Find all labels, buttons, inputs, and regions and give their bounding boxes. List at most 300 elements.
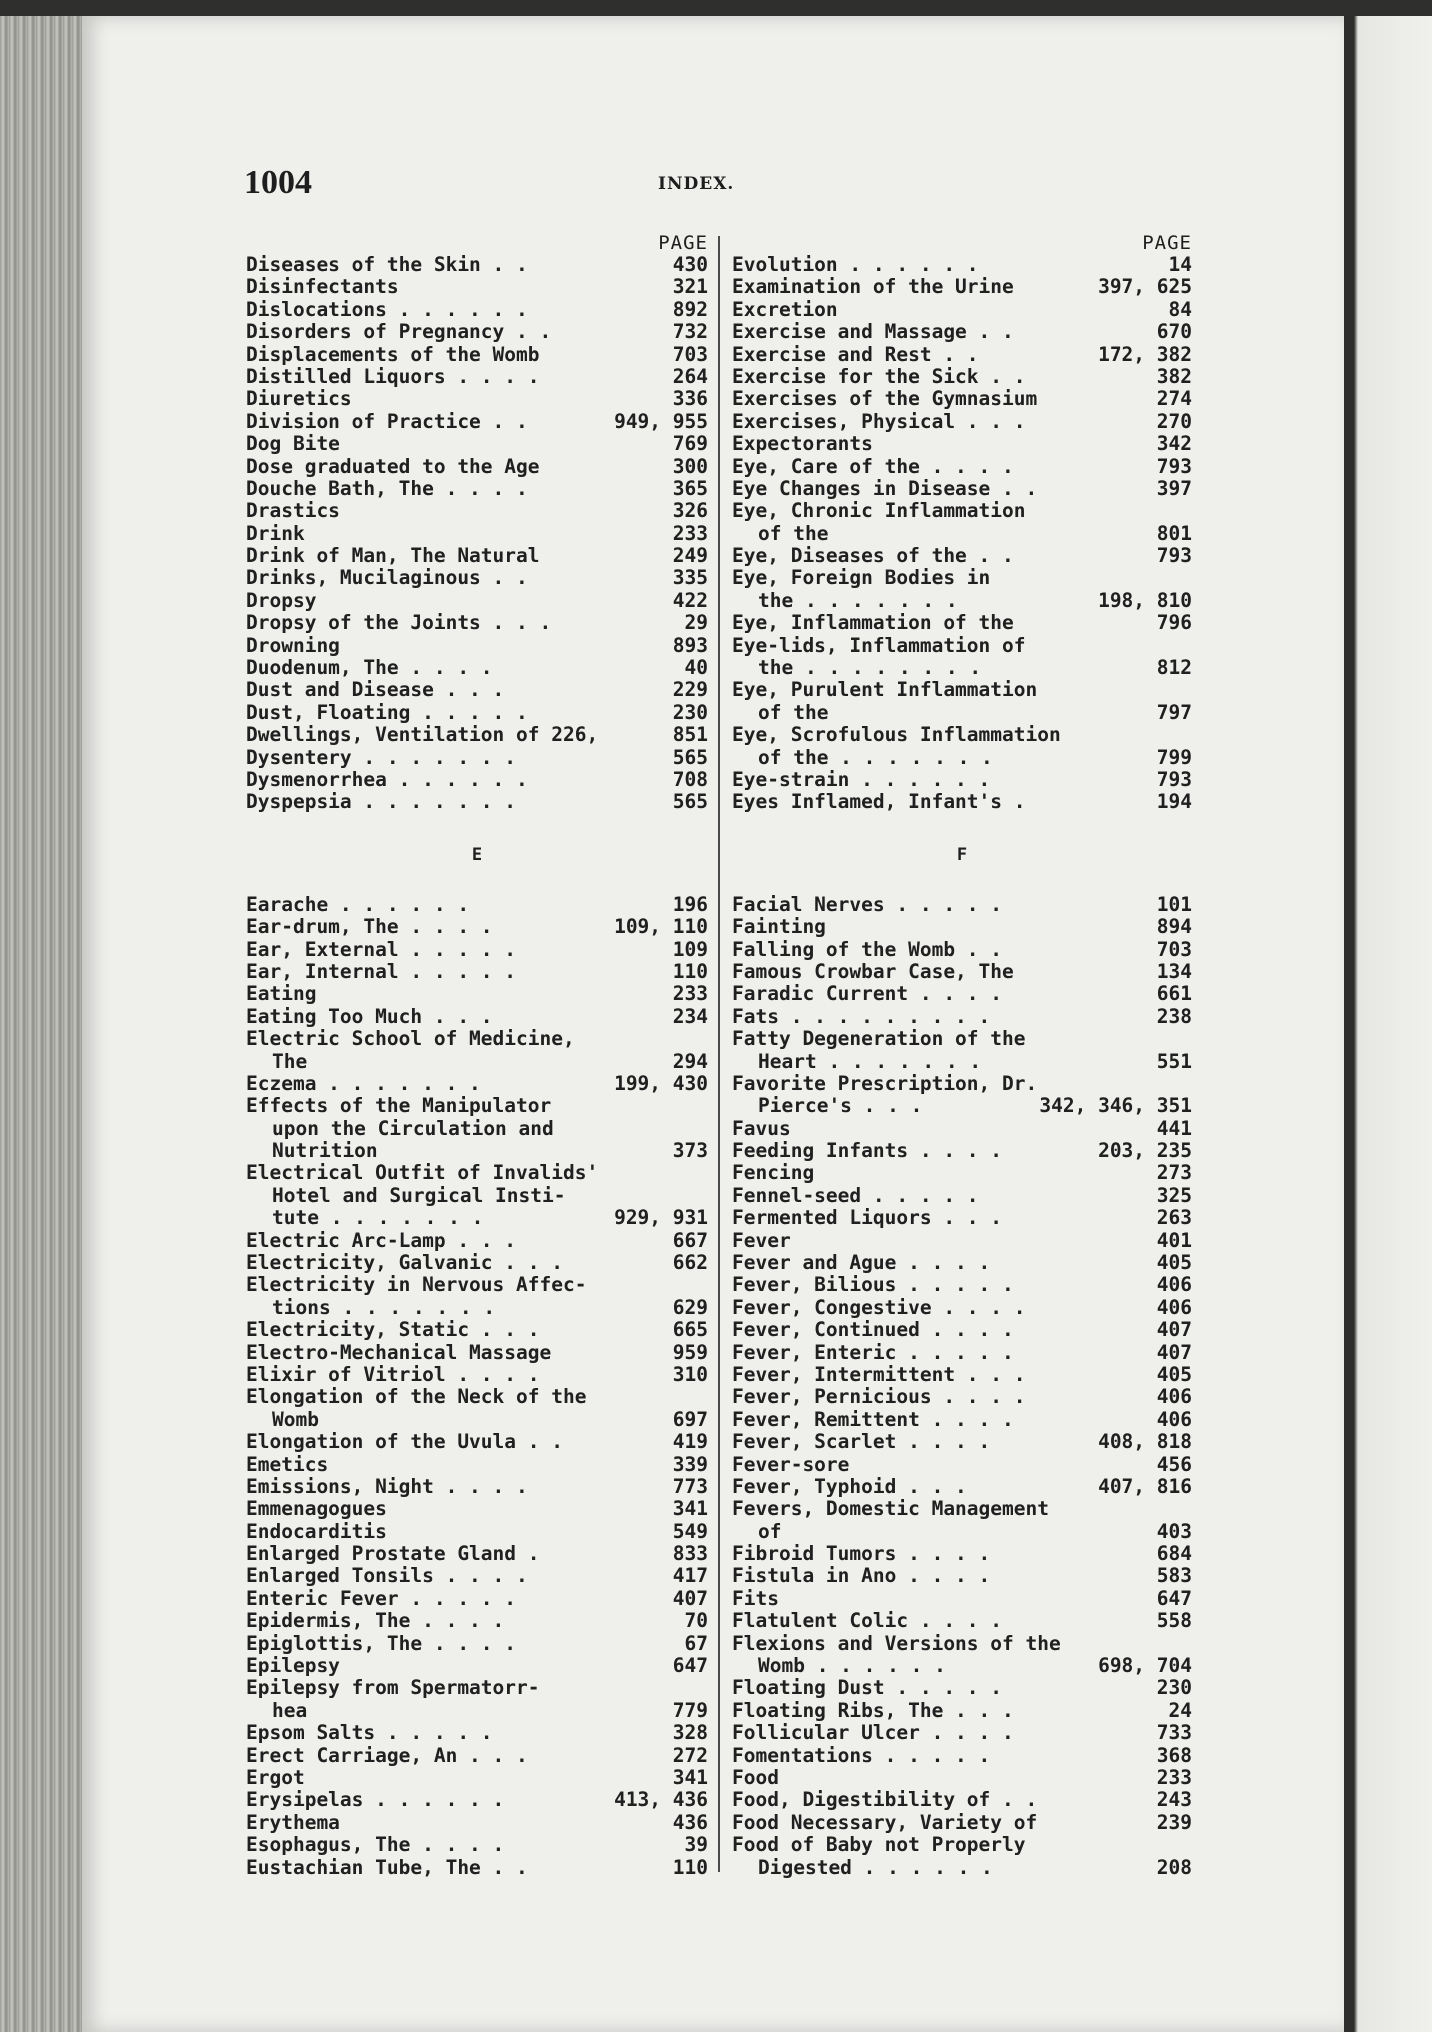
entry-text: Elixir of Vitriol . . . .	[246, 1362, 540, 1386]
entry-page-ref: 342	[1156, 432, 1192, 456]
section-letter	[732, 814, 1192, 894]
entry-page-ref: 230	[672, 700, 708, 724]
index-entry	[732, 254, 1192, 276]
entry-page-ref: 341	[672, 1497, 708, 1521]
entry-page-ref: 397, 625	[1098, 275, 1192, 299]
entry-text: Digested . . . . . .	[758, 1855, 993, 1879]
entry-text: of	[758, 1519, 782, 1543]
entry-page-ref: 565	[672, 745, 708, 769]
entry-text: Fever, Intermittent . . .	[732, 1362, 1026, 1386]
entry-text: Emissions, Night . . . .	[246, 1474, 528, 1498]
index-entry	[246, 299, 708, 321]
entry-text: Falling of the Womb . .	[732, 937, 1003, 961]
entry-text: Fever, Pernicious . . . .	[732, 1385, 1026, 1409]
index-entry	[732, 1700, 1192, 1722]
index-entry	[732, 961, 1192, 983]
entry-text: Dysmenorrhea . . . . . .	[246, 767, 528, 791]
index-entry	[732, 1386, 1192, 1408]
index-entry	[732, 1543, 1192, 1565]
facing-page-edge	[1344, 16, 1432, 2032]
entry-text: Esophagus, The . . . .	[246, 1833, 505, 1857]
index-entry	[732, 344, 1192, 366]
index-entry	[246, 1610, 708, 1632]
entry-text: Erect Carriage, An . . .	[246, 1743, 528, 1767]
entry-page-ref: 194	[1156, 790, 1192, 814]
entry-page-ref: 894	[1156, 915, 1192, 939]
entry-page-ref: 698, 704	[1098, 1654, 1192, 1678]
index-entry	[732, 1073, 1192, 1095]
entry-text: Facial Nerves . . . . .	[732, 892, 1003, 916]
entry-text: the . . . . . . .	[758, 588, 958, 612]
entry-page-ref: 662	[672, 1251, 708, 1275]
index-entry	[246, 747, 708, 769]
entry-text: upon the Circulation and	[272, 1116, 554, 1140]
entry-text: Eyes Inflamed, Infant's .	[732, 790, 1026, 814]
entry-text: of the	[758, 521, 829, 545]
entry-text: Disorders of Pregnancy . .	[246, 320, 552, 344]
index-entry	[732, 500, 1192, 522]
index-entry	[246, 344, 708, 366]
entry-text: Expectorants	[732, 432, 873, 456]
entry-page-ref: 172, 382	[1098, 342, 1192, 366]
index-entry	[246, 1342, 708, 1364]
index-entry	[246, 961, 708, 983]
index-entry	[732, 388, 1192, 410]
index-entry	[732, 1767, 1192, 1789]
index-entry	[246, 1028, 708, 1050]
entry-page-ref: 196	[672, 892, 708, 916]
index-entry	[732, 456, 1192, 478]
entry-text: Feeding Infants . . . .	[732, 1139, 1003, 1163]
entry-page-ref: 441	[1156, 1116, 1192, 1140]
index-entry	[246, 523, 708, 545]
entry-text: Diuretics	[246, 387, 352, 411]
entry-page-ref: 703	[672, 342, 708, 366]
entry-text: Fits	[732, 1586, 779, 1610]
entry-text: Fistula in Ano . . . .	[732, 1564, 991, 1588]
entry-page-ref: 647	[1156, 1586, 1192, 1610]
index-entry	[732, 299, 1192, 321]
entry-text: Nutrition	[272, 1139, 378, 1163]
entry-page-ref: 234	[672, 1004, 708, 1028]
entry-text: Fever, Scarlet . . . .	[732, 1430, 991, 1454]
entry-text: Epiglottis, The . . . .	[246, 1631, 517, 1655]
entry-page-ref: 801	[1156, 521, 1192, 545]
index-entry	[732, 1677, 1192, 1699]
entry-text: Dysentery . . . . . . .	[246, 745, 517, 769]
entry-page-ref: 84	[1168, 297, 1192, 321]
entry-text: hea	[272, 1698, 308, 1722]
index-entry	[246, 254, 708, 276]
entry-page-ref: 793	[1156, 454, 1192, 478]
entry-text: Heart . . . . . . .	[758, 1049, 982, 1073]
entry-text: Fever, Congestive . . . .	[732, 1295, 1026, 1319]
entry-text: Drink of Man, The Natural	[246, 544, 540, 568]
entry-page-ref: 769	[672, 432, 708, 456]
entry-text: Fever, Bilious . . . . .	[732, 1273, 1014, 1297]
entry-text: Ear, Internal . . . . .	[246, 959, 517, 983]
entry-text: Food of Baby not Properly	[732, 1833, 1026, 1857]
index-entry	[246, 1073, 708, 1095]
entry-page-ref: 397	[1156, 476, 1192, 500]
index-entry	[732, 1028, 1192, 1050]
entry-text: Epidermis, The . . . .	[246, 1609, 505, 1633]
entry-text: Evolution . . . . . .	[732, 253, 979, 276]
entry-page-ref: 310	[672, 1362, 708, 1386]
entry-text: Eye-strain . . . . . .	[732, 767, 991, 791]
entry-page-ref: 198, 810	[1098, 588, 1192, 612]
entry-text: Displacements of the Womb	[246, 342, 540, 366]
index-entry	[732, 1655, 1192, 1677]
entry-page-ref: 233	[1156, 1766, 1192, 1789]
entry-text: Fibroid Tumors . . . .	[732, 1542, 991, 1566]
entry-page-ref: 773	[672, 1474, 708, 1498]
index-entry	[732, 916, 1192, 938]
index-entry	[732, 478, 1192, 500]
entry-text: Emetics	[246, 1452, 329, 1476]
index-entry	[732, 1588, 1192, 1610]
index-entry	[732, 635, 1192, 657]
index-entry	[246, 567, 708, 589]
entry-text: Electric Arc-Lamp . . .	[246, 1228, 517, 1252]
entry-page-ref: 326	[672, 499, 708, 523]
entry-text: Eustachian Tube, The . .	[246, 1855, 528, 1879]
entry-text: Flexions and Versions of the	[732, 1631, 1061, 1655]
entry-text: Eye, Care of the . . . .	[732, 454, 1014, 478]
index-entry	[246, 769, 708, 791]
entry-page-ref: 239	[1156, 1810, 1192, 1834]
entry-page-ref: 793	[1156, 767, 1192, 791]
index-entry	[732, 612, 1192, 634]
entry-page-ref: 407	[672, 1586, 708, 1610]
index-entry	[246, 1230, 708, 1252]
index-entry	[732, 894, 1192, 916]
entry-page-ref: 321	[672, 275, 708, 299]
entry-text: Famous Crowbar Case, The	[732, 959, 1014, 983]
index-entry	[246, 388, 708, 410]
index-entry	[732, 433, 1192, 455]
index-entry	[732, 1431, 1192, 1453]
entry-text: Dog Bite	[246, 432, 340, 456]
entry-text: Womb	[272, 1407, 319, 1431]
entry-page-ref: 558	[1156, 1609, 1192, 1633]
entry-page-ref: 797	[1156, 700, 1192, 724]
index-entry	[246, 1767, 708, 1789]
entry-text: Eating	[246, 982, 317, 1006]
section-letter-label: E	[471, 844, 483, 865]
index-entry	[246, 1789, 708, 1811]
entry-page-ref: 430	[672, 253, 708, 276]
index-entry	[732, 1454, 1192, 1476]
entry-page-ref: 403	[1156, 1519, 1192, 1543]
index-entry	[732, 411, 1192, 433]
entry-text: Fats . . . . . . . . .	[732, 1004, 991, 1028]
entry-page-ref: 799	[1156, 745, 1192, 769]
entry-page-ref: 373	[672, 1139, 708, 1163]
entry-page-ref: 406	[1156, 1295, 1192, 1319]
index-entry	[246, 1006, 708, 1028]
entry-text: Dust, Floating . . . . .	[246, 700, 528, 724]
entry-text: Eye-lids, Inflammation of	[732, 633, 1026, 657]
entry-text: Fennel-seed . . . . .	[732, 1183, 979, 1207]
page-number: 1004	[244, 164, 312, 201]
column-page-label: PAGE	[1142, 232, 1192, 254]
entry-text: Effects of the Manipulator	[246, 1094, 552, 1118]
entry-page-ref: 708	[672, 767, 708, 791]
entry-page-ref: 406	[1156, 1273, 1192, 1297]
entry-text: Ear, External . . . . .	[246, 937, 517, 961]
entry-text: Enlarged Tonsils . . . .	[246, 1564, 528, 1588]
entry-page-ref: 793	[1156, 544, 1192, 568]
entry-text: Ergot	[246, 1766, 305, 1789]
index-entry	[732, 1274, 1192, 1296]
entry-text: Eye, Scrofulous Inflammation	[732, 723, 1061, 747]
entry-page-ref: 684	[1156, 1542, 1192, 1566]
index-entry	[246, 478, 708, 500]
index-entry	[246, 657, 708, 679]
entry-page-ref: 199, 430	[614, 1071, 708, 1095]
index-entry	[732, 1140, 1192, 1162]
entry-text: Exercise for the Sick . .	[732, 364, 1026, 388]
index-entry	[246, 791, 708, 813]
entry-text: Enlarged Prostate Gland .	[246, 1542, 540, 1566]
top-background-strip	[0, 0, 1432, 16]
entry-text: Dyspepsia . . . . . . .	[246, 790, 517, 814]
entry-text: Electricity, Galvanic . . .	[246, 1251, 563, 1275]
index-entry	[246, 983, 708, 1005]
index-entry	[246, 1834, 708, 1856]
index-entry	[246, 321, 708, 343]
index-entry	[246, 1812, 708, 1834]
entry-page-ref: 665	[672, 1318, 708, 1342]
index-entry	[246, 456, 708, 478]
index-entry	[732, 1812, 1192, 1834]
index-entry	[732, 1319, 1192, 1341]
section-letter-label: F	[956, 844, 968, 865]
index-entry	[732, 1789, 1192, 1811]
entry-text: Hotel and Surgical Insti-	[272, 1183, 566, 1207]
entry-text: Disinfectants	[246, 275, 399, 299]
entry-text: Distilled Liquors . . . .	[246, 364, 540, 388]
entry-page-ref: 339	[672, 1452, 708, 1476]
entry-text: Eye, Diseases of the . .	[732, 544, 1014, 568]
entry-page-ref: 328	[672, 1721, 708, 1745]
index-entry	[732, 321, 1192, 343]
entry-page-ref: 342, 346, 351	[1039, 1094, 1192, 1118]
index-entry	[732, 1834, 1192, 1856]
entry-text: Dropsy of the Joints . . .	[246, 611, 552, 635]
entry-text: the . . . . . . . .	[758, 656, 982, 680]
entry-page-ref: 929, 931	[614, 1206, 708, 1230]
entry-page-ref: 419	[672, 1430, 708, 1454]
index-entry	[732, 366, 1192, 388]
book-page-edges	[0, 16, 82, 2032]
entry-page-ref: 733	[1156, 1721, 1192, 1745]
index-entry	[732, 1521, 1192, 1543]
entry-page-ref: 406	[1156, 1407, 1192, 1431]
index-entry	[246, 1364, 708, 1386]
index-entry	[732, 702, 1192, 724]
index-entry	[732, 939, 1192, 961]
index-entry	[246, 1386, 708, 1408]
entry-page-ref: 274	[1156, 387, 1192, 411]
entry-page-ref: 406	[1156, 1385, 1192, 1409]
entry-page-ref: 667	[672, 1228, 708, 1252]
entry-text: Fomentations . . . . .	[732, 1743, 991, 1767]
entry-page-ref: 134	[1156, 959, 1192, 983]
entry-page-ref: 101	[1156, 892, 1192, 916]
index-entry	[246, 894, 708, 916]
entry-page-ref: 230	[1156, 1676, 1192, 1700]
entry-text: of the	[758, 700, 829, 724]
index-entry	[246, 433, 708, 455]
entry-text: Exercise and Rest . .	[732, 342, 979, 366]
entry-page-ref: 14	[1168, 253, 1192, 276]
index-entry	[732, 747, 1192, 769]
index-entry	[246, 1745, 708, 1767]
entry-text: Fever-sore	[732, 1452, 850, 1476]
entry-text: Electrical Outfit of Invalids'	[246, 1161, 599, 1185]
entry-page-ref: 401	[1156, 1228, 1192, 1252]
index-entry	[246, 1565, 708, 1587]
entry-text: Fever, Typhoid . . .	[732, 1474, 967, 1498]
index-entry	[732, 1297, 1192, 1319]
index-entry	[732, 1230, 1192, 1252]
index-entry	[732, 1051, 1192, 1073]
entry-text: Elongation of the Neck of the	[246, 1385, 587, 1409]
entry-page-ref: 29	[684, 611, 708, 635]
entry-text: Eating Too Much . . .	[246, 1004, 493, 1028]
entry-page-ref: 294	[672, 1049, 708, 1073]
entry-text: Examination of the Urine	[732, 275, 1014, 299]
index-entry	[732, 983, 1192, 1005]
index-column-left	[246, 232, 708, 1879]
entry-text: Diseases of the Skin . .	[246, 253, 528, 276]
index-entry	[246, 1521, 708, 1543]
index-entry	[732, 1162, 1192, 1184]
entry-page-ref: 40	[684, 656, 708, 680]
index-entry	[246, 724, 708, 746]
index-entry	[732, 791, 1192, 813]
entry-page-ref: 233	[672, 982, 708, 1006]
index-entry	[732, 679, 1192, 701]
entry-text: of the . . . . . . .	[758, 745, 993, 769]
entry-text: Earache . . . . . .	[246, 892, 470, 916]
entry-page-ref: 368	[1156, 1743, 1192, 1767]
entry-page-ref: 273	[1156, 1161, 1192, 1185]
entry-text: Fatty Degeneration of the	[732, 1027, 1026, 1051]
index-entry	[246, 1454, 708, 1476]
entry-text: Fever, Remittent . . . .	[732, 1407, 1014, 1431]
index-entry	[732, 523, 1192, 545]
entry-text: Eye, Chronic Inflammation	[732, 499, 1026, 523]
entry-page-ref: 405	[1156, 1251, 1192, 1275]
index-entry	[732, 1364, 1192, 1386]
entry-text: Exercises of the Gymnasium	[732, 387, 1038, 411]
entry-page-ref: 661	[1156, 982, 1192, 1006]
entry-text: Epsom Salts . . . . .	[246, 1721, 493, 1745]
entry-text: Electric School of Medicine,	[246, 1027, 575, 1051]
entry-text: Fever and Ague . . . .	[732, 1251, 991, 1275]
entry-page-ref: 779	[672, 1698, 708, 1722]
index-entry	[732, 1118, 1192, 1140]
entry-text: Eye, Purulent Inflammation	[732, 678, 1038, 702]
index-column-right	[732, 232, 1192, 1879]
entry-text: Fever	[732, 1228, 791, 1252]
index-entry	[732, 1857, 1192, 1879]
index-entry	[732, 545, 1192, 567]
entry-text: Dose graduated to the Age	[246, 454, 540, 478]
entry-page-ref: 583	[1156, 1564, 1192, 1588]
entry-text: Erysipelas . . . . . .	[246, 1788, 505, 1812]
entry-text: Exercise and Massage . .	[732, 320, 1014, 344]
index-entry	[732, 1342, 1192, 1364]
entry-page-ref: 270	[1156, 409, 1192, 433]
entry-page-ref: 24	[1168, 1698, 1192, 1722]
index-entry	[246, 411, 708, 433]
entry-text: Food Necessary, Variety of	[732, 1810, 1038, 1834]
entry-text: Fevers, Domestic Management	[732, 1497, 1049, 1521]
index-entry	[246, 1857, 708, 1879]
entry-page-ref: 949, 955	[614, 409, 708, 433]
index-entry	[246, 1409, 708, 1431]
index-entry	[246, 635, 708, 657]
entry-text: Exercises, Physical . . .	[732, 409, 1026, 433]
entry-text: Fever, Continued . . . .	[732, 1318, 1014, 1342]
entry-text: Epilepsy	[246, 1654, 340, 1678]
entry-page-ref: 407	[1156, 1340, 1192, 1364]
entry-text: Excretion	[732, 297, 838, 321]
entry-page-ref: 335	[672, 566, 708, 590]
entry-page-ref: 110	[672, 959, 708, 983]
index-entry	[732, 1633, 1192, 1655]
entry-text: Eczema . . . . . . .	[246, 1071, 481, 1095]
index-entry	[732, 276, 1192, 298]
index-entry	[246, 612, 708, 634]
entry-page-ref: 109, 110	[614, 915, 708, 939]
entry-text: Drink	[246, 521, 305, 545]
entry-text: Epilepsy from Spermatorr-	[246, 1676, 540, 1700]
index-entry	[246, 1431, 708, 1453]
entry-page-ref: 436	[672, 1810, 708, 1834]
entry-page-ref: 697	[672, 1407, 708, 1431]
index-entry	[732, 1745, 1192, 1767]
entry-page-ref: 408, 818	[1098, 1430, 1192, 1454]
entry-page-ref: 892	[672, 297, 708, 321]
entry-text: Food	[732, 1766, 779, 1789]
index-entry	[246, 679, 708, 701]
index-entry	[246, 1095, 708, 1117]
index-entry	[732, 1565, 1192, 1587]
entry-text: Flatulent Colic . . . .	[732, 1609, 1003, 1633]
section-letter	[246, 814, 708, 894]
entry-page-ref: 670	[1156, 320, 1192, 344]
entry-page-ref: 238	[1156, 1004, 1192, 1028]
entry-page-ref: 233	[672, 521, 708, 545]
page-header	[244, 164, 1200, 204]
index-entry	[246, 366, 708, 388]
entry-text: Follicular Ulcer . . . .	[732, 1721, 1014, 1745]
index-entry	[246, 702, 708, 724]
index-entry	[732, 567, 1192, 589]
index-entry	[246, 1274, 708, 1296]
entry-page-ref: 336	[672, 387, 708, 411]
index-entry	[246, 1051, 708, 1073]
entry-text: Fever, Enteric . . . . .	[732, 1340, 1014, 1364]
entry-text: Favorite Prescription, Dr.	[732, 1071, 1038, 1095]
entry-page-ref: 551	[1156, 1049, 1192, 1073]
index-entry	[246, 1319, 708, 1341]
